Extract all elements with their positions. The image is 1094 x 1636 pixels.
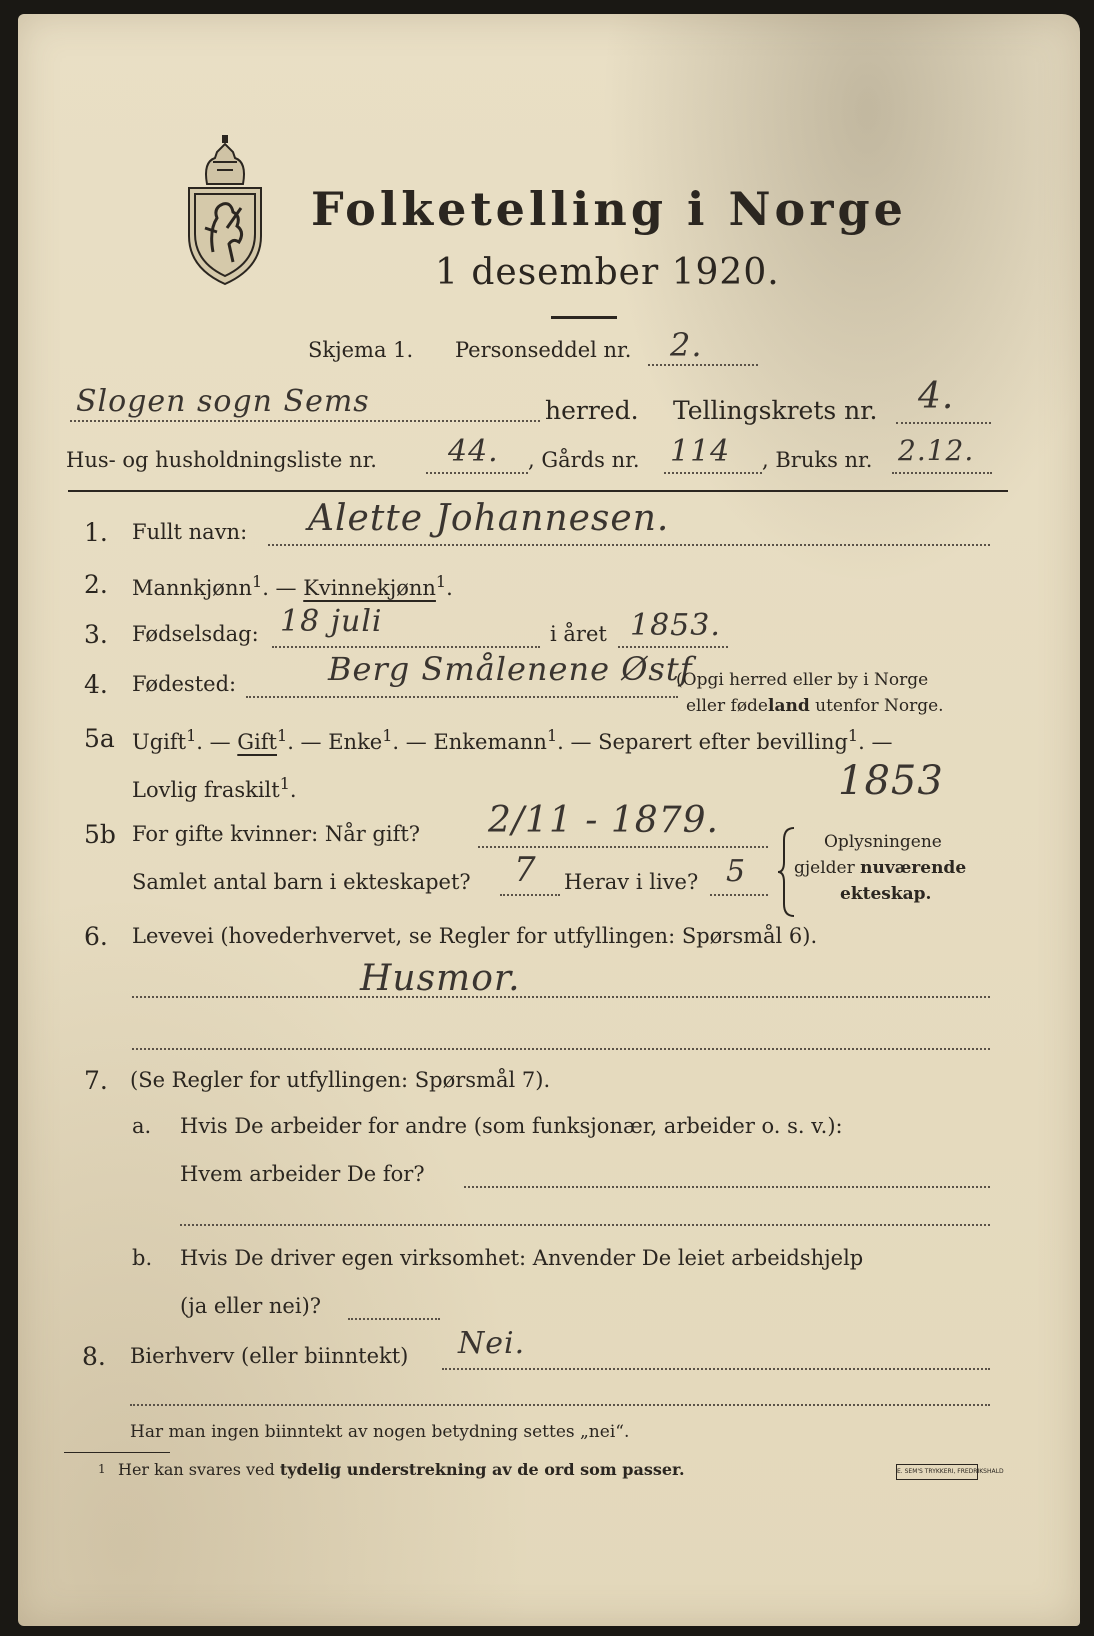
option-divorced[interactable]: Lovlig fraskilt$^1$. — [132, 774, 297, 802]
q7-label: (Se Regler for utfyllingen: Spørsmål 7). — [130, 1068, 551, 1092]
personseddel-number-field[interactable]: 2. — [670, 326, 703, 364]
children-count-label: Samlet antal barn i ekteskapet? — [132, 870, 471, 894]
gender-options — [132, 572, 453, 600]
option-married-underlined[interactable]: Gift — [237, 730, 277, 754]
item-number: 6. — [84, 922, 108, 951]
side-income-note: Har man ingen biinntekt av nogen betydning settes „nei“. — [130, 1422, 630, 1442]
option-widow[interactable]: . — Enke — [287, 730, 383, 754]
male-option[interactable]: Mannkjønn — [132, 576, 253, 600]
side-income-dotted-line — [442, 1368, 990, 1370]
husliste-label: Hus- og husholdningsliste nr. — [66, 448, 377, 472]
item-number: 7. — [84, 1066, 108, 1095]
herred-label: herred. — [545, 396, 639, 425]
herred-dotted-line — [70, 420, 540, 422]
employer-dotted-line[interactable] — [464, 1186, 990, 1188]
occupation-label: Levevei (hovederhvervet, se Regler for utfyllingen: Spørsmål 6). — [132, 924, 818, 948]
birthdate-dotted-line — [272, 646, 540, 648]
form-title: Folketelling i Norge — [311, 182, 907, 236]
side-income-dotted-line-2 — [130, 1404, 990, 1406]
q7b-letter: b. — [132, 1246, 153, 1270]
census-date: 1 desember 1920. — [435, 252, 780, 293]
tellingskrets-field[interactable]: 4. — [918, 376, 955, 417]
bruks-field[interactable]: 2.12. — [898, 434, 975, 467]
footnote-text: Her kan svares ved tydelig understrekning av de ord som passer. — [118, 1460, 685, 1479]
side-income-label: Bierhverv (eller biinntekt) — [130, 1344, 409, 1368]
margin-handwritten-note: 1853 — [838, 758, 944, 804]
gards-label: , Gårds nr. — [528, 448, 640, 472]
gards-dotted-line — [664, 472, 762, 474]
bruks-dotted-line — [892, 472, 992, 474]
printer-stamp: E. SEM'S TRYKKERI, FREDRIKSHALD — [896, 1464, 978, 1480]
employer-dotted-line-2 — [180, 1224, 990, 1226]
skjema-label: Skjema 1. — [308, 338, 414, 362]
birthplace-dotted-line — [246, 696, 678, 698]
herred-field[interactable]: Slogen sogn Sems — [76, 384, 370, 419]
full-name-field[interactable]: Alette Johannesen. — [308, 498, 670, 539]
q7a-line1: Hvis De arbeider for andre (som funksjonær, arbeider o. s. v.): — [180, 1114, 843, 1138]
birthplace-note-line2: eller fødeland utenfor Norge. — [686, 696, 944, 716]
footnote-mark: 1 — [98, 1462, 106, 1476]
children-alive-dotted-line — [710, 894, 768, 896]
item-number: 3. — [84, 620, 108, 649]
side-income-field[interactable]: Nei. — [458, 1326, 526, 1361]
marriage-note-line3: ekteskap. — [840, 884, 932, 904]
q7b-line1: Hvis De driver egen virksomhet: Anvender De leiet arbeidshjelp — [180, 1246, 864, 1270]
female-option-underlined[interactable]: Kvinnekjønn — [303, 576, 436, 600]
full-name-dotted-line — [268, 544, 990, 546]
header-rule — [68, 490, 1008, 492]
birthplace-note-line1: (Opgi herred eller by i Norge — [676, 670, 929, 690]
marriage-date-label: For gifte kvinner: Når gift? — [132, 822, 421, 846]
item-number: 5b — [84, 820, 116, 849]
gards-field[interactable]: 114 — [670, 434, 731, 469]
full-name-label: Fullt navn: — [132, 520, 248, 544]
children-alive-field[interactable]: 5 — [726, 854, 747, 889]
separator: . — — [262, 576, 304, 600]
personseddel-dotted-line — [648, 364, 758, 366]
title-divider — [551, 316, 617, 319]
option-separated[interactable]: . — Separert efter bevilling — [557, 730, 848, 754]
occupation-dotted-line-1 — [132, 996, 990, 998]
children-count-dotted-line — [500, 894, 560, 896]
footnote-rule — [64, 1452, 170, 1453]
bruks-label: , Bruks nr. — [762, 448, 873, 472]
children-alive-label: Herav i live? — [564, 870, 699, 894]
marriage-date-field[interactable]: 2/11 - 1879. — [488, 800, 719, 841]
husliste-field[interactable]: 44. — [448, 434, 499, 469]
children-count-field[interactable]: 7 — [514, 850, 537, 890]
item-number: 2. — [84, 570, 108, 599]
coat-of-arms-emblem — [183, 132, 267, 288]
item-number: 4. — [84, 670, 108, 699]
occupation-field[interactable]: Husmor. — [360, 958, 521, 999]
birth-year-field[interactable]: 1853. — [630, 608, 721, 643]
occupation-dotted-line-2 — [132, 1048, 990, 1050]
item-number: 5a — [84, 724, 115, 753]
census-form-sheet — [18, 14, 1080, 1626]
marriage-note-line2: gjelder nuværende — [794, 858, 967, 878]
hired-help-dotted-line[interactable] — [348, 1318, 440, 1320]
birthplace-label: Fødested: — [132, 672, 237, 696]
tellingskrets-dotted-line — [896, 422, 991, 424]
birthdate-field[interactable]: 18 juli — [280, 604, 383, 639]
birth-year-dotted-line — [618, 646, 728, 648]
item-number: 8. — [82, 1342, 106, 1371]
separator: . — [446, 576, 453, 600]
footnote-mark: 1 — [252, 572, 263, 591]
personseddel-label: Personseddel nr. — [455, 338, 632, 362]
tellingskrets-label: Tellingskrets nr. — [673, 396, 878, 425]
marriage-note-line1: Oplysningene — [824, 832, 942, 852]
option-widower[interactable]: . — Enkemann — [392, 730, 547, 754]
footnote-mark: 1 — [435, 572, 447, 591]
marital-status-options: Ugift$^1$. — Gift$^1$. — Enke$^1$. — Enkemann$^1$. — Separert efter bevilling$^1$. — — [132, 726, 893, 754]
hired-help-label: (ja eller nei)? — [180, 1294, 322, 1318]
birthdate-label: Fødselsdag: — [132, 622, 259, 646]
q7a-letter: a. — [132, 1114, 152, 1138]
husliste-dotted-line — [426, 472, 528, 474]
birth-year-label: i året — [550, 622, 607, 646]
birthplace-field[interactable]: Berg Smålenene Østf — [328, 650, 693, 688]
employer-label: Hvem arbeider De for? — [180, 1162, 425, 1186]
marriage-date-dotted-line — [478, 846, 768, 848]
item-number: 1. — [84, 518, 108, 547]
option-unmarried[interactable]: Ugift — [132, 730, 187, 754]
